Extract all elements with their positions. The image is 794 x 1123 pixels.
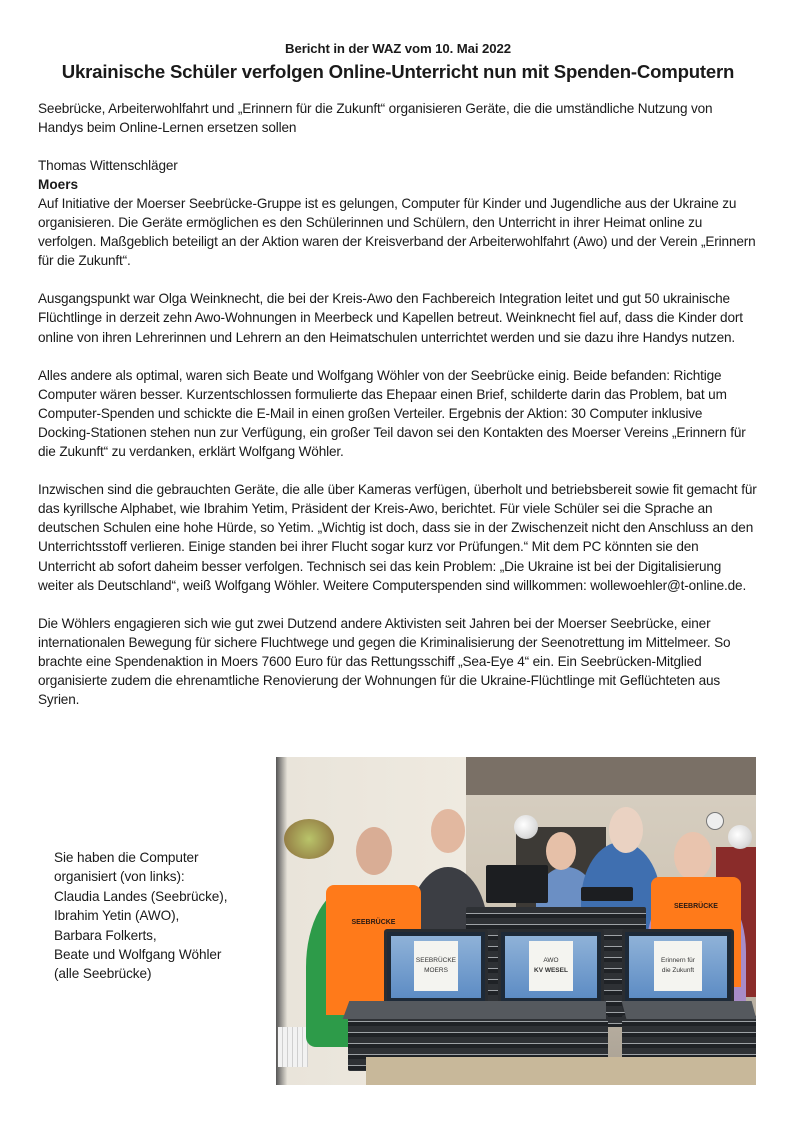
article-dateline: Moers — [38, 177, 79, 192]
caption-line: Beate und Wolfgang Wöhler — [54, 947, 222, 963]
photo-ceiling — [466, 757, 756, 795]
person-head — [609, 807, 643, 853]
article-paragraph: Auf Initiative der Moerser Seebrücke-Gruppe ist es gelungen, Computer für Kinder und Jugendliche aus der Ukraine zu organisieren. Die Geräte ermöglichen es den Schülerinnen und Schülern, den Unterricht in ihrer Heimat online zu verfolgen. Maßgeblich beteiligt an der Aktion waren der Kreisverband der Arbeiterwohlfahrt (Awo) und der Verein „Erinnern für die Zukunft“. — [38, 196, 756, 269]
screen-sign — [414, 941, 457, 991]
person-head — [431, 809, 465, 853]
caption-line: Sie haben die Computer — [54, 850, 199, 865]
group-photo — [276, 757, 756, 1085]
held-laptop — [486, 865, 548, 903]
caption-line: (alle Seebrücke) — [54, 966, 152, 982]
pendant-lamp-icon — [514, 815, 538, 839]
article-kicker: Bericht in der WAZ vom 10. Mai 2022 — [285, 41, 511, 56]
article-lead: Seebrücke, Arbeiterwohlfahrt und „Erinnern für die Zukunft“ organisieren Geräte, die die umständliche Nutzung von Handys beim Online-Lernen ersetzen sollen — [38, 101, 713, 135]
laptop-screen — [622, 929, 734, 1011]
flowers-decoration — [284, 819, 334, 859]
table — [366, 1057, 756, 1085]
vest-label: SEEBRÜCKE — [674, 903, 718, 910]
screen-sign-line: Erinnern für — [661, 956, 695, 964]
article-paragraph: Die Wöhlers engagieren sich wie gut zwei Dutzend andere Aktivisten seit Jahren bei der Moerser Seebrücke, einer internationalen Bewegung für sichere Fluchtwege und gegen die Kriminalisierung der Seenotrettung im Mittelmeer. So brachte eine Spendenaktion in Moers 7600 Euro für das Rettungsschiff „Sea-Eye 4“ ein. Ein Seebrücken-Mitglied organisierte zudem die ehrenamtliche Renovierung der Wohnungen für die Ukraine-Flüchtlinge mit Geflüchteten aus Syrien. — [38, 615, 731, 708]
screen-sign-line: SEEBRÜCKE — [415, 956, 457, 964]
article-paragraph: Alles andere als optimal, waren sich Beate und Wolfgang Wöhler von der Seebrücke einig. Beide befanden: Richtige Computer wären besser. Kurzentschlossen formulierte das Ehepaar einen Brief, schilderte darin das Problem, bat um Computer-Spenden und schickte die E-Mail in einen großen Verteiler. Ergebnis der Aktion: 30 Computer inklusive Docking-Stationen stehen nun zur Verfügung, ein großer Teil davon sei den Kontakten des Moerser Vereins „Erinnern für die Zukunft“ zu verdanken, erklärt Wolfgang Wöhler. — [38, 367, 746, 460]
screen-sign — [654, 941, 701, 991]
person-head — [546, 832, 576, 870]
screen-sign-line: MOERS — [424, 966, 448, 974]
laptop-keyboard — [622, 1001, 756, 1019]
caption-line: Claudia Landes (Seebrücke), — [54, 888, 228, 904]
article-paragraph: Inzwischen sind die gebrauchten Geräte, die alle über Kameras verfügen, überholt und betriebsbereit sowie fit gemacht für das kyrillsche Alphabet, wie Ibrahim Yetim, Präsident der Kreis-Awo, berichtet. Für viele Schüler sei die Sprache an deutschen Schulen eine hohe Hürde, so Yetim. „Wichtig ist doch, dass sie in der Zwischenzeit nicht den Anschluss an den Unterrichtsstoff verlieren. Einige standen bei ihrer Flucht sogar kurz vor Prüfungen.“ Mit dem PC könnten sie den Unterricht ab sofort daheim besser verfolgen. Technisch sei das kein Problem: „Die Ukraine ist bei der Digitalisierung weiter als Deutschland“, weiß Wolfgang Wöhler. Weitere Computerspenden sind willkommen: wollewoehler@t-online.de. — [38, 482, 757, 593]
article-author: Thomas Wittenschläger — [38, 158, 178, 173]
article-paragraph: Ausgangspunkt war Olga Weinknecht, die bei der Kreis-Awo den Fachbereich Integration leitet und gut 50 ukrainische Flüchtlinge in derzeit zehn Awo-Wohnungen in Meerbeck und Kapellen betreut. Weinknecht fiel auf, dass die Kinder dort online von ihren Lehrerinnen und Lehrern an den Heimatschulen unterrichtet werden und sie dazu ihre Handys nutzen. — [38, 291, 743, 345]
person-head — [674, 832, 712, 880]
laptop-screen — [384, 929, 488, 1011]
article-headline: Ukrainische Schüler verfolgen Online-Unterricht nun mit Spenden-Computern — [61, 61, 735, 82]
caption-line: Ibrahim Yetin (AWO), — [54, 908, 180, 924]
vest-label: SEEBRÜCKE — [351, 919, 396, 926]
held-docking-station — [581, 887, 633, 901]
caption-line: Barbara Folkerts, — [54, 927, 157, 943]
person-head — [356, 827, 392, 875]
screen-sign-line: die Zukunft — [661, 966, 695, 974]
pendant-lamp-icon — [728, 825, 752, 849]
screen-sign-line: AWO — [543, 956, 559, 964]
wall-clock-icon — [706, 812, 724, 830]
screen-sign — [529, 941, 573, 991]
screen-sign-line: KV WESEL — [534, 966, 568, 974]
laptop-screen — [498, 929, 604, 1011]
photo-caption — [54, 848, 264, 984]
caption-line: organisiert (von links): — [54, 869, 185, 885]
article — [38, 38, 758, 709]
laptop-keyboard — [343, 1001, 490, 1019]
radiator — [278, 1027, 308, 1067]
laptop-keyboard — [482, 1001, 606, 1019]
